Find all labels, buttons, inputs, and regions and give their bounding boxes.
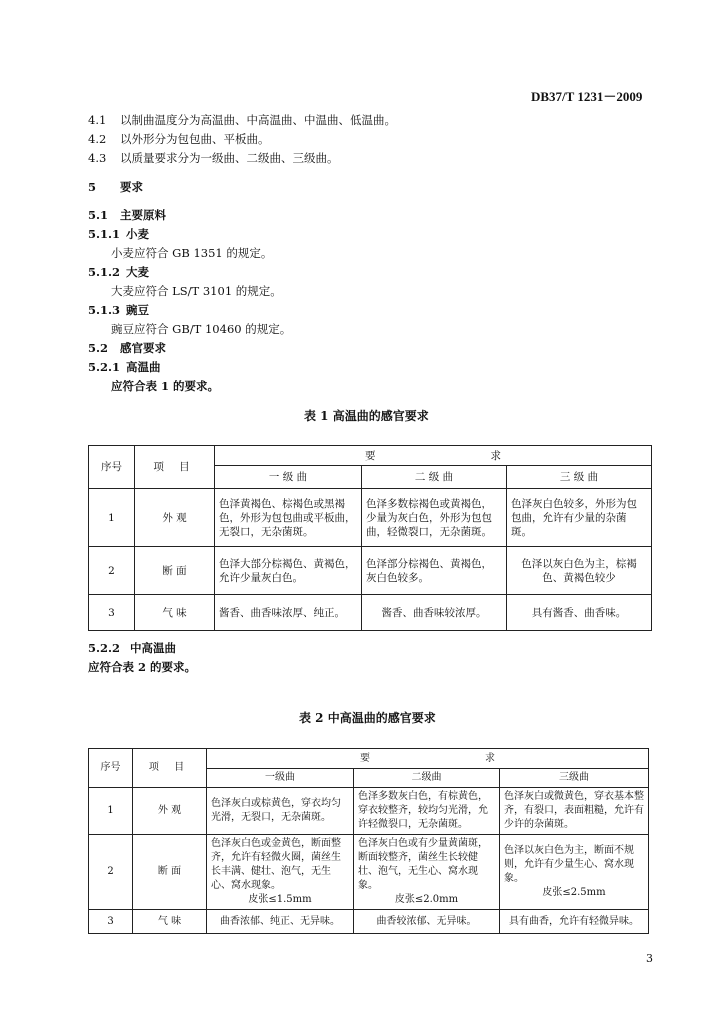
table-2-row-3-grade-1: 曲香浓郁、纯正、无异味。: [207, 910, 354, 934]
table-row: [89, 835, 649, 910]
section-5-heading: 5 要求: [88, 180, 143, 194]
table-2-row-2-no: 2: [89, 835, 133, 910]
table-row: [89, 788, 649, 835]
table-2-header-grade-1: 一级曲: [207, 769, 354, 788]
table-2-row-1-grade-3: 色泽灰白或微黄色，穿衣基本整齐，有裂口，表面粗糙，允许有少许的杂菌斑。: [500, 788, 649, 835]
table-2-row-2-item: 断 面: [133, 835, 207, 910]
table-1-row-2-grade-3: 色泽以灰白色为主，棕褐色、黄褐色较少: [507, 547, 652, 595]
section-5-1-3-body: 豌豆应符合 GB/T 10460 的规定。: [111, 322, 292, 336]
table-1-row-1-grade-3: 色泽灰白色较多，外形为包包曲，允许有少量的杂菌斑。: [507, 489, 652, 547]
table-1-row-1-grade-1: 色泽黄褐色、棕褐色或黑褐色，外形为包包曲或平板曲，无裂口，无杂菌斑。: [215, 489, 362, 547]
table-1-header-grade-1: 一 级 曲: [215, 466, 362, 489]
section-5-1-2-heading: 5.1.2 大麦: [88, 265, 149, 279]
table-1-row-3-grade-2: 酱香、曲香味较浓厚。: [362, 595, 507, 631]
table-2-row-2-grade-3: 色泽以灰白色为主，断面不规则，允许有少量生心、窝水现象。 皮张≤2.5mm: [500, 835, 649, 910]
table-2-header-grade-2: 二级曲: [354, 769, 500, 788]
table-1-row-3-grade-1: 酱香、曲香味浓厚、纯正。: [215, 595, 362, 631]
table-row: [89, 595, 652, 631]
table-1-row-2-grade-1: 色泽大部分棕褐色、黄褐色，允许少量灰白色。: [215, 547, 362, 595]
section-5-2-2-heading: 5.2.2 中高温曲: [88, 641, 176, 655]
table-1-row-3-grade-3: 具有酱香、曲香味。: [507, 595, 652, 631]
section-5-1-3-heading: 5.1.3 豌豆: [88, 303, 149, 317]
table-1-row-3-no: 3: [89, 595, 135, 631]
section-5-2-heading: 5.2 感官要求: [88, 341, 166, 355]
section-5-2-1-heading: 5.2.1 高温曲: [88, 360, 161, 374]
clause-4-1: 4.1 以制曲温度分为高温曲、中高温曲、中温曲、低温曲。: [88, 113, 396, 127]
table-1-row-1-item: 外 观: [135, 489, 215, 547]
table-1-header-item: 项 目: [135, 446, 215, 489]
section-5-1-heading: 5.1 主要原料: [88, 208, 166, 222]
table-2: [88, 748, 649, 934]
table-2-header-grade-3: 三级曲: [500, 769, 649, 788]
table-2-header-item: 项 目: [133, 749, 207, 788]
section-5-1-2-body: 大麦应符合 LS/T 3101 的规定。: [111, 284, 282, 298]
section-5-2-2-body: 应符合表 2 的要求。: [88, 660, 197, 674]
table-2-row-1-grade-2: 色泽多数灰白色，有棕黄色，穿衣较整齐，较均匀光滑，允许轻微裂口，无杂菌斑。: [354, 788, 500, 835]
table-1-row-2-item: 断 面: [135, 547, 215, 595]
table-2-row-1-grade-1: 色泽灰白或棕黄色，穿衣均匀光滑，无裂口，无杂菌斑。: [207, 788, 354, 835]
section-5-1-1-heading: 5.1.1 小麦: [88, 227, 149, 241]
table-1-row-2-no: 2: [89, 547, 135, 595]
table-1-header-grade-2: 二 级 曲: [362, 466, 507, 489]
table-2-caption: 表 2 中高温曲的感官要求: [299, 711, 436, 725]
table-1-row-2-grade-2: 色泽部分棕褐色、黄褐色，灰白色较多。: [362, 547, 507, 595]
document-code: DB37/T 1231－2009: [531, 89, 643, 104]
table-2-row-1-item: 外 观: [133, 788, 207, 835]
section-5-2-1-body: 应符合表 1 的要求。: [111, 379, 220, 393]
table-1-header-grade-3: 三 级 曲: [507, 466, 652, 489]
table-1-header-no: 序号: [89, 446, 135, 489]
section-5-1-1-body: 小麦应符合 GB 1351 的规定。: [111, 246, 273, 260]
table-2-header-requirement: 要 求: [207, 749, 649, 769]
clause-4-3: 4.3 以质量要求分为一级曲、二级曲、三级曲。: [88, 151, 339, 165]
table-2-row-1-no: 1: [89, 788, 133, 835]
table-2-row-3-grade-3: 具有曲香，允许有轻微异味。: [500, 910, 649, 934]
table-row: [89, 910, 649, 934]
table-1-header-requirement: 要 求: [215, 446, 652, 466]
table-2-header-no: 序号: [89, 749, 133, 788]
table-1: [88, 445, 652, 631]
table-1-row-3-item: 气 味: [135, 595, 215, 631]
table-row: [89, 489, 652, 547]
clause-4-2: 4.2 以外形分为包包曲、平板曲。: [88, 132, 270, 146]
table-2-row-2-grade-1: 色泽灰白色或金黄色，断面整齐，允许有轻微火圈，菌丝生长丰满、健壮、泡气，无生心、窝水现象。 皮张≤1.5mm: [207, 835, 354, 910]
table-1-row-1-no: 1: [89, 489, 135, 547]
table-2-row-2-grade-2: 色泽灰白色或有少量黄菌斑，断面较整齐，菌丝生长较健壮、泡气，无生心、窝水现象。 皮张≤2.0mm: [354, 835, 500, 910]
table-1-caption: 表 1 高温曲的感官要求: [304, 409, 429, 423]
page-number: 3: [646, 952, 653, 965]
table-2-row-3-item: 气 味: [133, 910, 207, 934]
table-1-row-1-grade-2: 色泽多数棕褐色或黄褐色，少量为灰白色，外形为包包曲，轻微裂口，无杂菌斑。: [362, 489, 507, 547]
table-2-row-3-grade-2: 曲香较浓郁、无异味。: [354, 910, 500, 934]
table-row: [89, 547, 652, 595]
table-2-row-3-no: 3: [89, 910, 133, 934]
